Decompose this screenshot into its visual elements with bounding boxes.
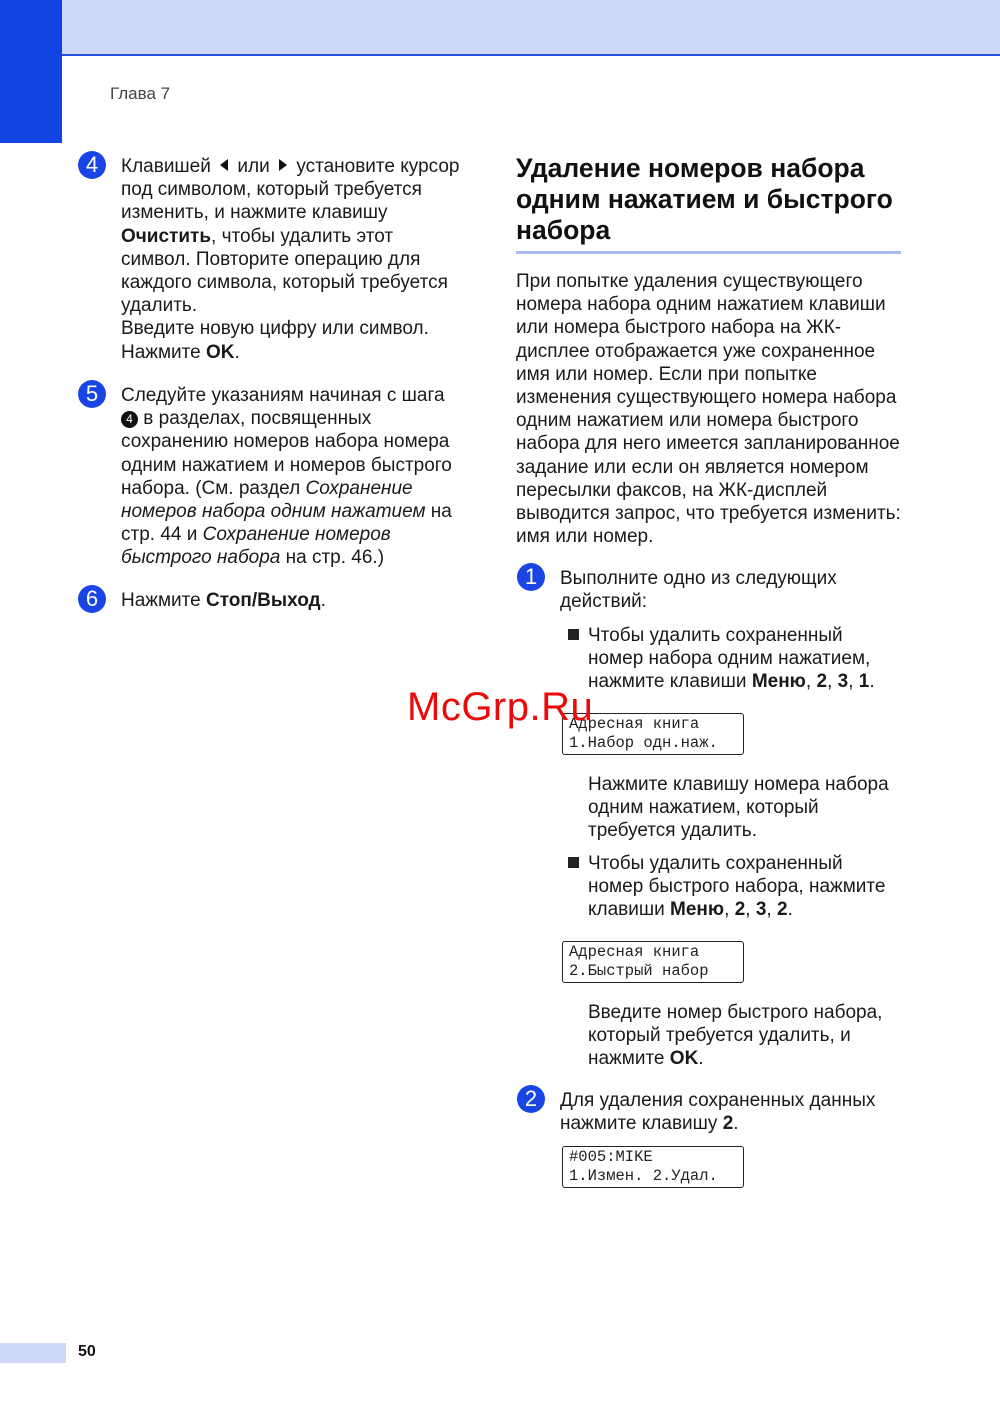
step-number-badge: 6 [78, 585, 106, 613]
lcd-display [562, 1146, 744, 1188]
key-name: 2 [776, 899, 788, 921]
key-name: OK [206, 341, 235, 363]
right-step-2-text [560, 1089, 900, 1135]
lcd-line: Адресная книга [569, 715, 700, 733]
left-arrow-icon [220, 159, 228, 171]
header-band [0, 0, 1000, 56]
text: Чтобы удалить сохраненный номер быстрого набора, нажмите клавиши [588, 853, 886, 921]
text: Введите номер быстрого набора, который требуется удалить, и нажмите [588, 1002, 883, 1070]
step-number-badge: 2 [517, 1085, 545, 1113]
lcd-line: 2.Быстрый набор [569, 962, 709, 980]
key-name: 1 [858, 671, 870, 693]
section-reference: Сохранение номеров быстрого набора [121, 524, 391, 569]
footer-band [0, 1343, 66, 1363]
lcd-display [562, 941, 744, 983]
section-title: Удаление номеров набора одним нажатием и быстрого набора [516, 153, 893, 245]
key-name: 3 [755, 899, 767, 921]
bullet-item: Чтобы удалить сохраненный номер быстрого набора, нажмите клавиши Меню, 2, 3, 2. [588, 852, 900, 922]
key-name: Меню [751, 671, 806, 693]
key-name: 2 [722, 1113, 734, 1135]
right-step-1-text: Выполните одно из следующих действий: [560, 568, 837, 613]
instruction-text [588, 1001, 900, 1071]
lcd-line: 1.Измен. 2.Удал. [569, 1167, 718, 1185]
chapter-label: Глава 7 [110, 84, 171, 103]
key-name: 2 [816, 671, 828, 693]
text: , чтобы удалить этот символ. Повторите операцию для каждого символа, который требуется удалить. [121, 225, 448, 317]
bullet-square-icon [568, 857, 579, 868]
right-arrow-icon [279, 159, 287, 171]
lcd-line: 1.Набор одн.наж. [569, 734, 718, 752]
text: Введите новую цифру или символ. [121, 318, 429, 340]
text: . [733, 1113, 739, 1135]
bullet-item: Чтобы удалить сохраненный номер набора одним нажатием, нажмите клавиши Меню, 2, 3, 1. [588, 624, 900, 694]
key-name: Стоп/Выход [206, 590, 321, 611]
key-name: OK [669, 1048, 699, 1070]
title-underline [516, 251, 901, 254]
section-intro: При попытке удаления существующего номера набора одним нажатием клавиши или номера быстрого набора на ЖК-дисплее отображается уже сохраненное имя или номер. Если при попытке изменения существующего номера набора одним нажатием или номера быстрого набора для него имеется запланированное задание или если он является номером пересылки факсов, на ЖК-дисплей выводится запрос, что требуется изменить: имя или номер. [516, 271, 901, 548]
step-4-text [121, 155, 466, 364]
text: Для удаления сохраненных данных нажмите клавишу [560, 1090, 876, 1135]
lcd-line: #005:MIKE [569, 1148, 653, 1166]
chapter-tab [0, 0, 62, 143]
text: . [698, 1048, 704, 1070]
step-number-badge: 5 [78, 380, 106, 408]
text: Нажмите [121, 341, 201, 363]
watermark: McGrp.Ru [407, 685, 594, 729]
step-number-badge: 4 [78, 151, 106, 179]
key-name: Очистить [121, 225, 212, 247]
text: Нажмите [121, 590, 201, 611]
text: Клавишей [121, 156, 211, 177]
text: на стр. 46.) [285, 547, 385, 569]
section-reference: Сохранение номеров набора одним нажатием [121, 477, 426, 523]
text: или [237, 156, 270, 177]
step-5-text [121, 384, 466, 570]
text: . [320, 590, 326, 611]
text: на стр. 44 и [121, 501, 452, 546]
bullet-square-icon [568, 629, 579, 640]
text: Следуйте указаниям начиная с шага [121, 385, 445, 406]
key-name: Меню [670, 899, 725, 921]
key-name: 3 [837, 671, 849, 693]
step-ref-badge: 4 [121, 411, 138, 428]
text: Чтобы удалить сохраненный номер набора одним нажатием, нажмите клавиши [588, 625, 871, 693]
instruction-text: Нажмите клавишу номера набора одним нажатием, который требуется удалить. [588, 774, 889, 842]
step-number-badge: 1 [517, 563, 545, 591]
text: установите курсор под символом, который требуется изменить, и нажмите клавишу [121, 156, 460, 224]
page-number: 50 [78, 1343, 96, 1360]
step-6-text [121, 589, 466, 612]
key-name: 2 [734, 899, 746, 921]
lcd-line: Адресная книга [569, 943, 700, 961]
text: в разделах, посвященных сохранению номеров набора номера одним нажатием и номеров быстрого набора. (См. раздел [121, 408, 452, 499]
text: . [234, 341, 240, 363]
